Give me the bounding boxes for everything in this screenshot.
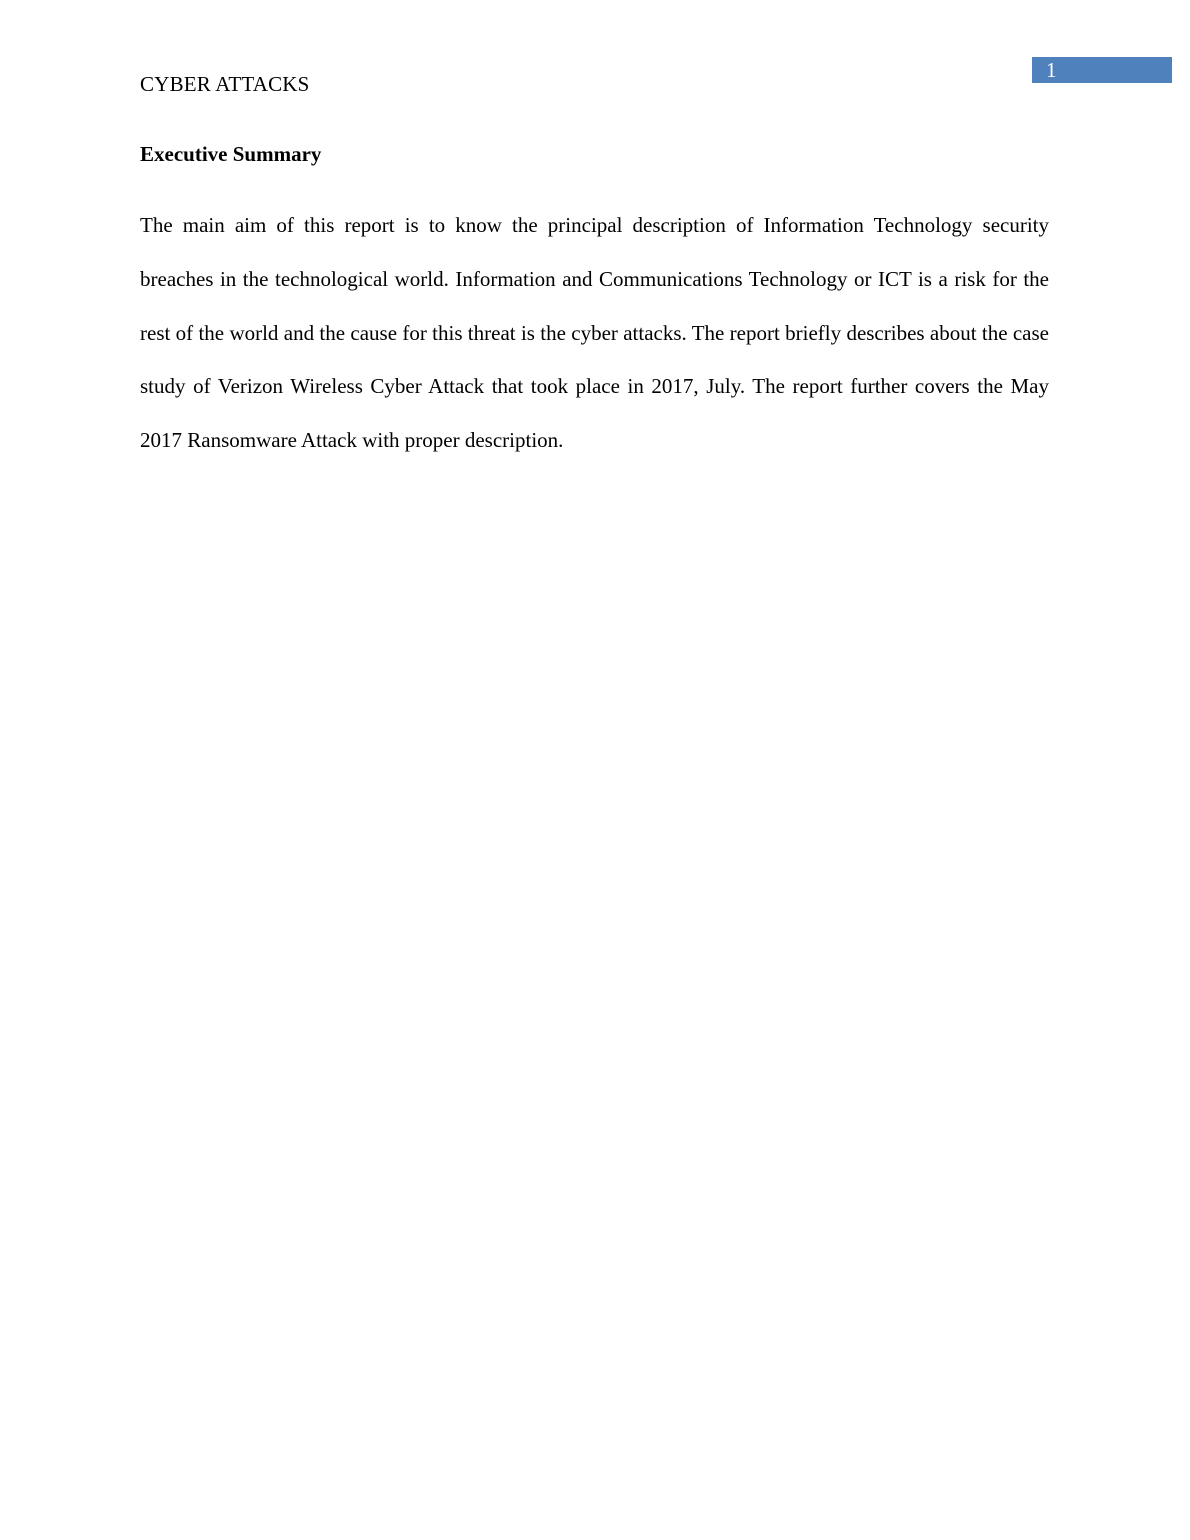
page-number-bar — [1032, 57, 1172, 83]
page-number: 1 — [1046, 58, 1057, 82]
running-head: CYBER ATTACKS — [140, 72, 310, 96]
body-paragraph: The main aim of this report is to know the principal description of Information Technology security breaches in the technological world. Information and Communications Technology or ICT is a risk for the rest of the world and the cause for this threat is the cyber attacks. The report briefly describes about the case study of Verizon Wireless Cyber Attack that took place in 2017, July. The report further covers the May 2017 Ransomware Attack with proper description. — [140, 213, 1049, 453]
section-heading: Executive Summary — [140, 142, 322, 166]
